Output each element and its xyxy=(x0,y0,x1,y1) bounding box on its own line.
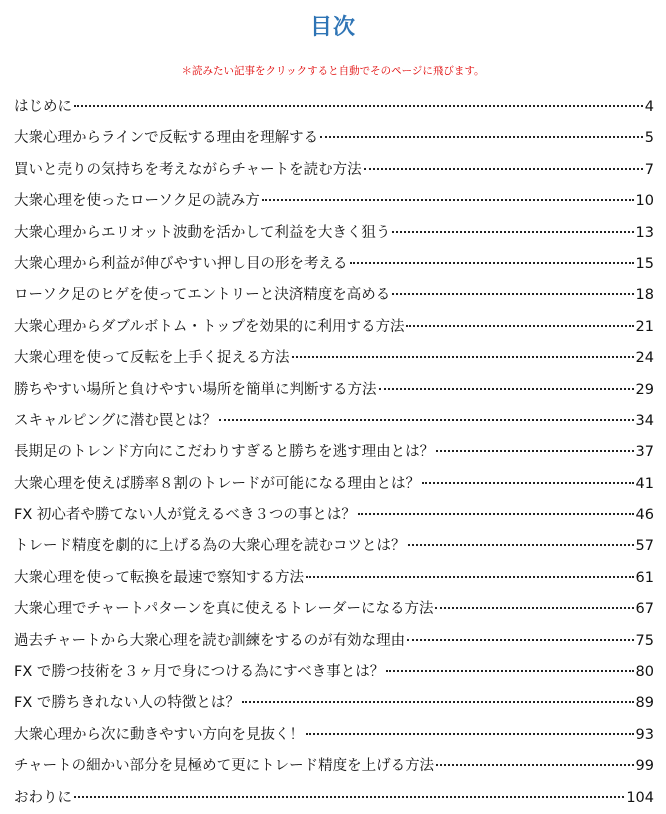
toc-entry[interactable] xyxy=(14,406,654,437)
toc-entry-page-number[interactable]: 24 xyxy=(635,350,654,367)
dot-leader xyxy=(406,325,633,327)
dot-leader xyxy=(436,450,633,452)
toc-entry-title[interactable]: 勝ちやすい場所と負けやすい場所を簡単に判断する方法 xyxy=(14,381,377,398)
toc-entry-title[interactable]: おわりに xyxy=(14,789,72,806)
toc-entry[interactable] xyxy=(14,469,654,500)
toc-entry-title[interactable]: 大衆心理から次に動きやすい方向を見抜く！ xyxy=(14,726,304,743)
toc-entry-title[interactable]: 大衆心理からダブルボトム・トップを効果的に利用する方法 xyxy=(14,318,405,335)
toc-entry[interactable] xyxy=(14,312,654,343)
toc-entry[interactable] xyxy=(14,626,654,657)
dot-leader xyxy=(242,701,634,703)
toc-entry-title[interactable]: FX 初心者や勝てない人が覚えるべき３つの事とは？ xyxy=(14,507,356,524)
toc-entry-title[interactable]: 大衆心理からエリオット波動を活かして利益を大きく狙う xyxy=(14,224,391,241)
toc-entry[interactable] xyxy=(14,531,654,562)
toc-entry-title[interactable]: 大衆心理を使って転換を最速で察知する方法 xyxy=(14,569,304,586)
toc-entry[interactable] xyxy=(14,751,654,782)
toc-entry-page-number[interactable]: 13 xyxy=(635,224,654,241)
toc-entry[interactable] xyxy=(14,563,654,594)
toc-entry-title[interactable]: トレード精度を劇的に上げる為の大衆心理を読むコツとは？ xyxy=(14,538,406,555)
toc-entry[interactable] xyxy=(14,343,654,374)
dot-leader xyxy=(392,293,633,295)
dot-leader xyxy=(364,168,643,170)
toc-entry[interactable] xyxy=(14,375,654,406)
toc-entry-page-number[interactable]: 29 xyxy=(635,381,654,398)
toc-entry-page-number[interactable]: 41 xyxy=(635,475,654,492)
toc-entry[interactable] xyxy=(14,657,654,688)
dot-leader xyxy=(379,388,634,390)
toc-entry[interactable] xyxy=(14,783,654,814)
dot-leader xyxy=(219,419,634,421)
toc-entry-page-number[interactable]: 4 xyxy=(644,99,654,115)
toc-entry-title[interactable]: 大衆心理を使ったローソク足の読み方 xyxy=(14,193,260,210)
toc-entry-title[interactable]: 大衆心理でチャートパターンを真に使えるトレーダーになる方法 xyxy=(14,601,434,618)
dot-leader xyxy=(74,796,624,798)
dot-leader xyxy=(408,544,634,546)
toc-entry-page-number[interactable]: 21 xyxy=(635,318,654,335)
toc-entry[interactable] xyxy=(14,280,654,311)
dot-leader xyxy=(320,136,643,138)
toc-entry-page-number[interactable]: 15 xyxy=(635,255,654,272)
dot-leader xyxy=(74,105,643,107)
toc-entry-title[interactable]: FX で勝つ技術を３ヶ月で身につける為にすべき事とは？ xyxy=(14,664,385,681)
dot-leader xyxy=(392,231,633,233)
toc-entry-page-number[interactable]: 99 xyxy=(635,758,654,775)
toc-entry-page-number[interactable]: 46 xyxy=(635,507,654,524)
toc-entry-page-number[interactable]: 57 xyxy=(635,538,654,555)
page-title: 目次 xyxy=(309,15,356,40)
toc-entry-page-number[interactable]: 80 xyxy=(635,664,654,681)
toc-entry[interactable] xyxy=(14,123,654,154)
toc-entry-title[interactable]: 大衆心理を使って反転を上手く捉える方法 xyxy=(14,350,290,367)
toc-entry[interactable] xyxy=(14,92,654,123)
toc-entry-title[interactable]: はじめに xyxy=(14,99,72,115)
toc-entry-page-number[interactable]: 37 xyxy=(635,444,654,461)
toc-entry-page-number[interactable]: 5 xyxy=(644,130,654,147)
toc-entry-page-number[interactable]: 18 xyxy=(635,287,654,304)
toc-entry[interactable] xyxy=(14,155,654,186)
toc-entry[interactable] xyxy=(14,249,654,280)
toc-entry-title[interactable]: 大衆心理からラインで反転する理由を理解する xyxy=(14,130,319,147)
toc-entry-title[interactable]: チャートの細かい部分を見極めて更にトレード精度を上げる方法 xyxy=(14,758,435,775)
dot-leader xyxy=(306,576,634,578)
dot-leader xyxy=(350,262,634,264)
toc-entry[interactable] xyxy=(14,186,654,217)
toc-entry-page-number[interactable]: 75 xyxy=(635,632,654,649)
toc-entry-page-number[interactable]: 93 xyxy=(635,726,654,743)
dot-leader xyxy=(306,733,634,735)
toc-entry-title[interactable]: 買いと売りの気持ちを考えながらチャートを読む方法 xyxy=(14,161,362,178)
toc-entry-title[interactable]: 大衆心理から利益が伸びやすい押し目の形を考える xyxy=(14,255,348,272)
toc-entry-page-number[interactable]: 34 xyxy=(635,412,654,429)
toc-entry-title[interactable]: スキャルピングに潜む罠とは？ xyxy=(14,412,217,429)
dot-leader xyxy=(422,482,634,484)
dot-leader xyxy=(435,607,633,609)
toc-entry[interactable] xyxy=(14,594,654,625)
toc-entry[interactable] xyxy=(14,500,654,531)
toc-entry-page-number[interactable]: 104 xyxy=(626,789,654,806)
click-instruction-note: ＊読みたい記事をクリックすると自動でそのページに飛びます。 xyxy=(181,65,485,77)
toc-entry-title[interactable]: ローソク足のヒゲを使ってエントリーと決済精度を高める xyxy=(14,287,391,304)
toc-entry-title[interactable]: 過去チャートから大衆心理を読む訓練をするのが有効な理由 xyxy=(14,632,406,649)
dot-leader xyxy=(386,670,633,672)
toc-entry-title[interactable]: 長期足のトレンド方向にこだわりすぎると勝ちを逃す理由とは？ xyxy=(14,444,435,461)
toc-entry-page-number[interactable]: 10 xyxy=(635,193,654,210)
dot-leader xyxy=(262,199,634,201)
toc-entry-page-number[interactable]: 61 xyxy=(635,569,654,586)
dot-leader xyxy=(358,513,634,515)
toc-entry-page-number[interactable]: 89 xyxy=(635,695,654,712)
dot-leader xyxy=(436,764,633,766)
toc-entry[interactable] xyxy=(14,437,654,468)
table-of-contents xyxy=(14,92,654,814)
toc-entry[interactable] xyxy=(14,688,654,719)
dot-leader xyxy=(292,356,634,358)
toc-entry-title[interactable]: 大衆心理を使えば勝率８割のトレードが可能になる理由とは？ xyxy=(14,475,420,492)
toc-entry-page-number[interactable]: 7 xyxy=(644,161,654,178)
toc-entry[interactable] xyxy=(14,218,654,249)
toc-entry[interactable] xyxy=(14,720,654,751)
toc-entry-title[interactable]: FX で勝ちきれない人の特徴とは？ xyxy=(14,695,240,712)
toc-entry-page-number[interactable]: 67 xyxy=(635,601,654,618)
dot-leader xyxy=(407,639,633,641)
